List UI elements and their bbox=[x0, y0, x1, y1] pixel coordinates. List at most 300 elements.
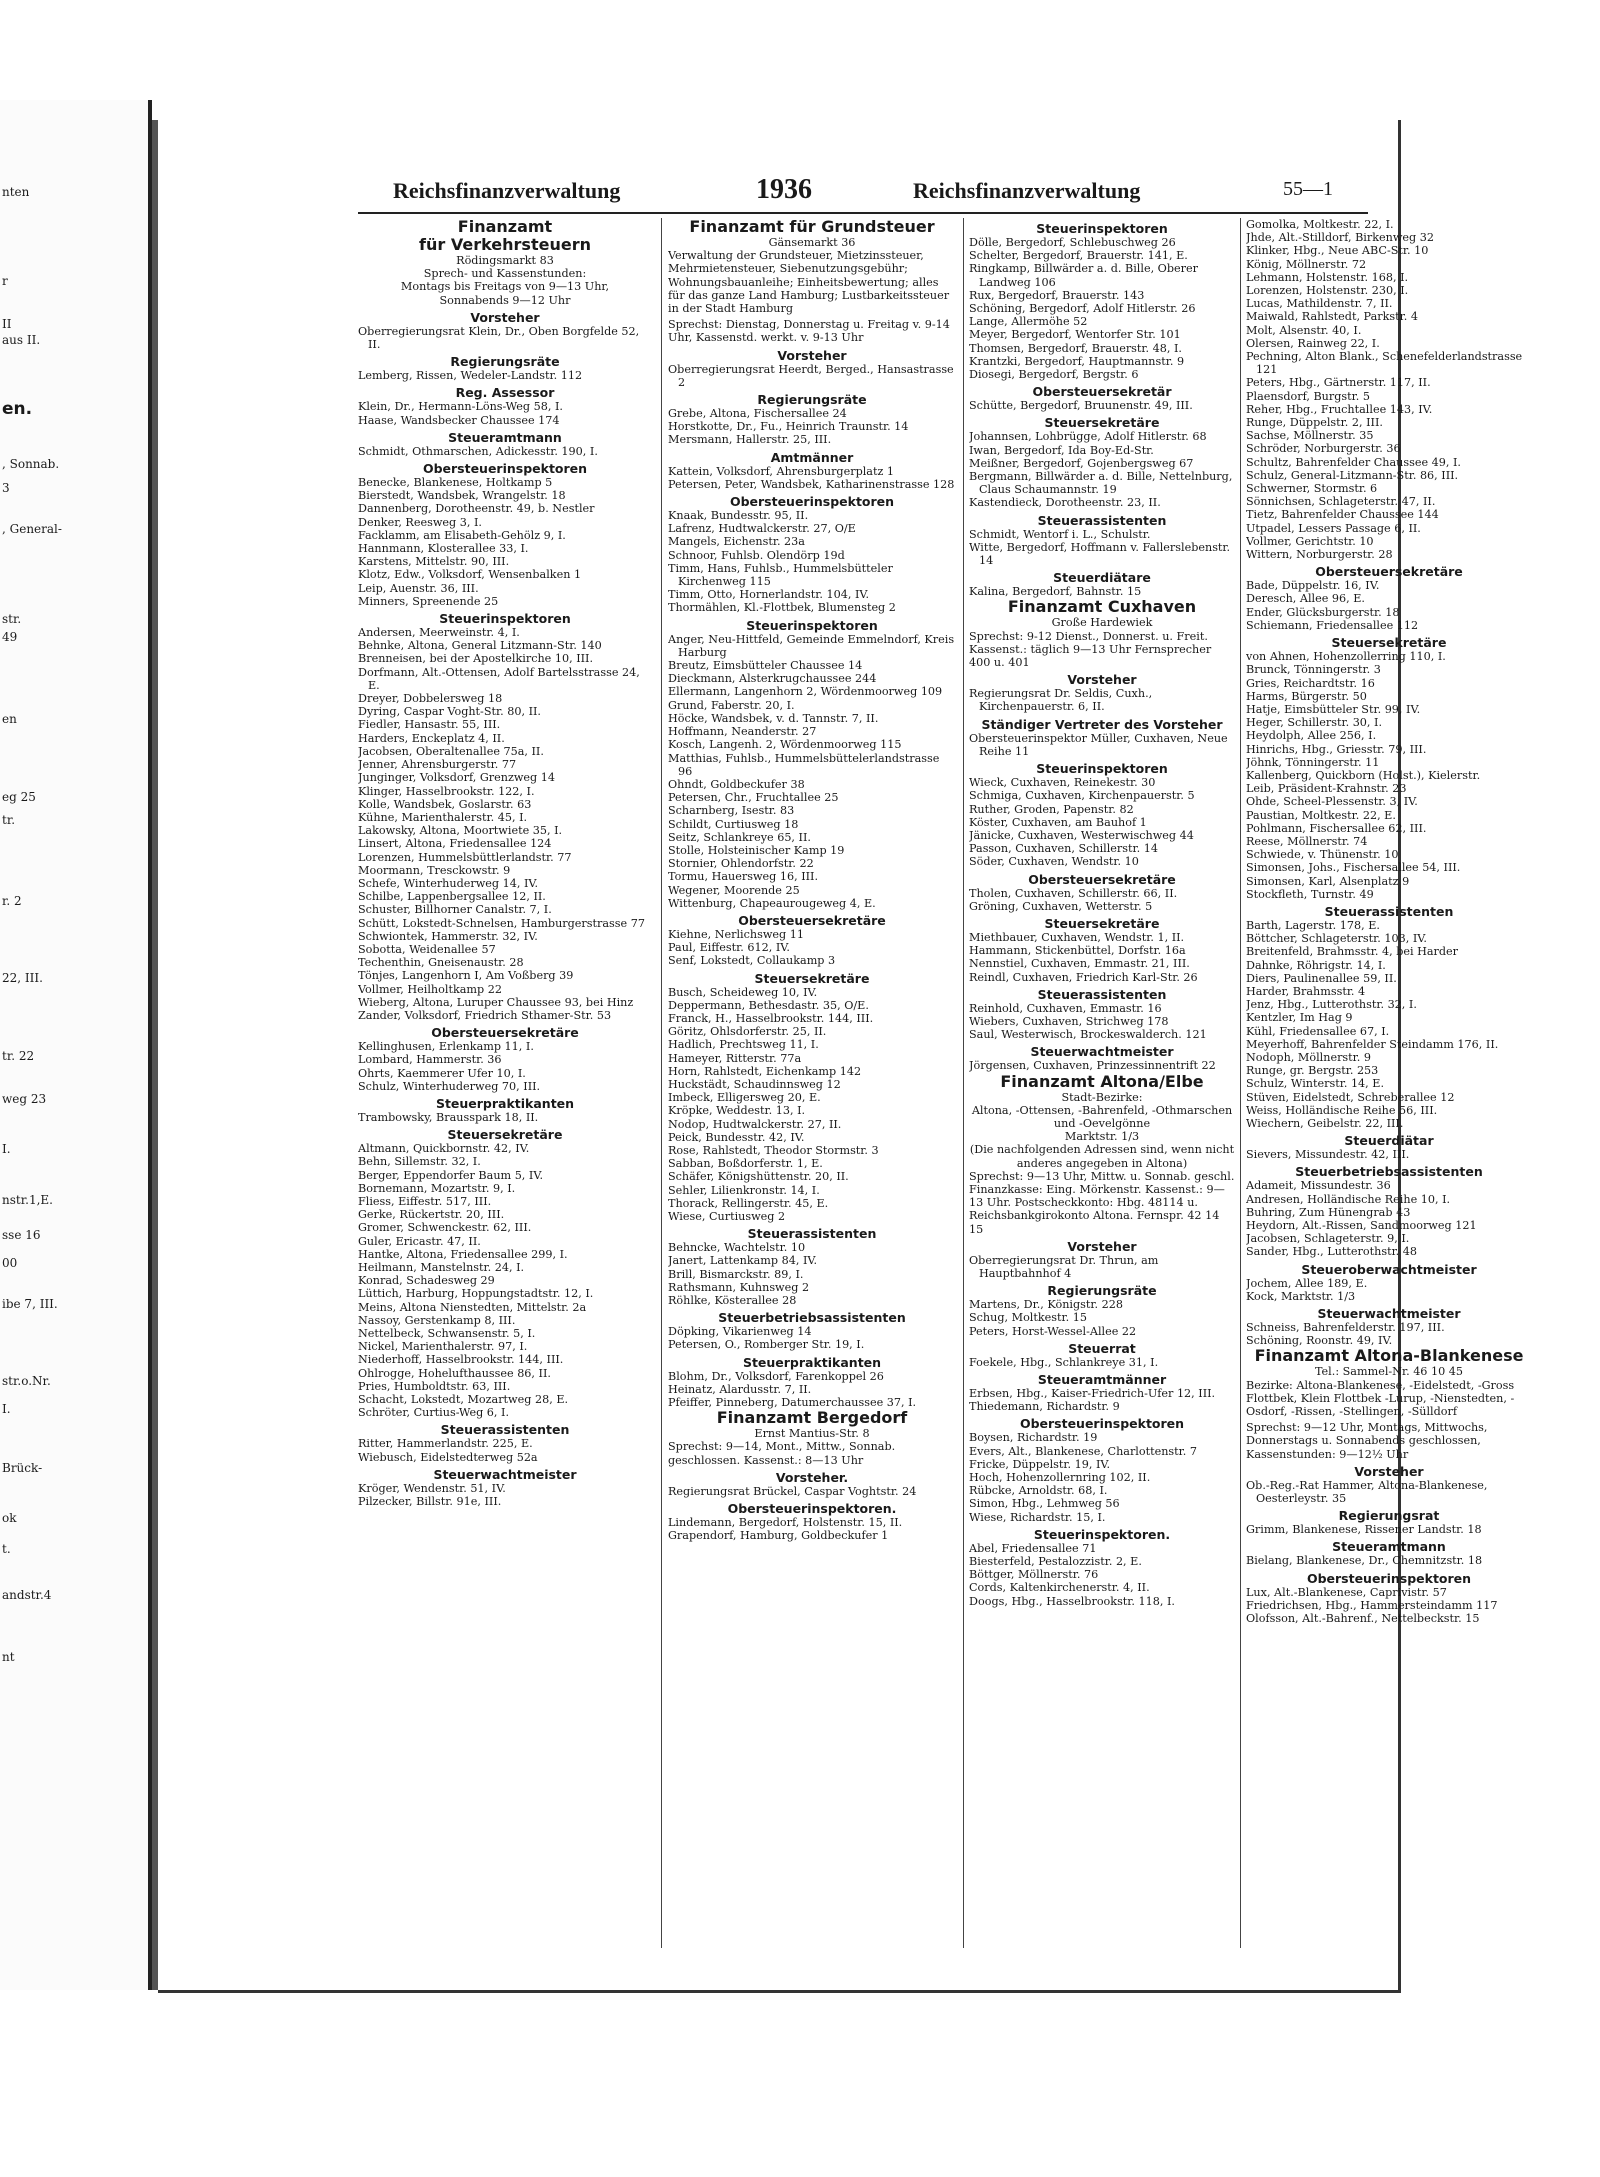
directory-entry: Wieberg, Altona, Luruper Chaussee 93, bei Hinz bbox=[358, 995, 634, 1009]
directory-entry: Petersen, Chr., Fruchtallee 25 bbox=[668, 791, 839, 805]
page-number: 55—1 bbox=[1283, 178, 1333, 200]
directory-entry: Lorenzen, Holstenstr. 230, I. bbox=[1246, 284, 1409, 298]
section-heading: Steuersekretäre bbox=[1044, 915, 1160, 931]
directory-entry: Schultz, Bahrenfelder Chaussee 49, I. bbox=[1246, 455, 1461, 469]
section-heading: Vorsteher bbox=[1067, 1238, 1137, 1254]
directory-entry: Nennstiel, Cuxhaven, Emmastr. 21, III. bbox=[969, 957, 1190, 971]
directory-entry: Böttcher, Schlageterstr. 103, IV. bbox=[1246, 932, 1427, 946]
directory-entry: Sönnichsen, Schlageterstr. 47, II. bbox=[1246, 495, 1436, 509]
section-heading: Regierungsräte bbox=[450, 354, 560, 370]
directory-entry: Denker, Reesweg 3, I. bbox=[358, 515, 482, 529]
directory-entry: Behnke, Altona, General Litzmann-Str. 140 bbox=[358, 639, 602, 653]
directory-entry: Seitz, Schlankreye 65, II. bbox=[668, 830, 811, 844]
directory-entry: Dorfmann, Alt.-Ottensen, Adolf Bartelsstrasse 24, E. bbox=[358, 665, 640, 692]
directory-entry: Ohndt, Goldbeckufer 38 bbox=[668, 777, 805, 791]
directory-entry: Lehmann, Holstenstr. 168, I. bbox=[1246, 270, 1409, 284]
directory-entry: Leib, Präsident-Krahnstr. 23 bbox=[1246, 782, 1407, 796]
directory-entry: Göritz, Ohlsdorferstr. 25, II. bbox=[668, 1025, 827, 1039]
prev-page-fragment: weg 23 bbox=[2, 1092, 47, 1106]
section-heading: Obersteuerinspektoren bbox=[1306, 1570, 1472, 1586]
directory-entry: Dreyer, Dobbelersweg 18 bbox=[358, 692, 503, 706]
prev-page-fragment: sse 16 bbox=[2, 1228, 41, 1243]
directory-entry: Hinrichs, Hbg., Griesstr. 79, III. bbox=[1246, 742, 1427, 756]
section-heading: Regierungsräte bbox=[757, 392, 867, 408]
directory-entry: Meyerhoff, Bahrenfelder Steindamm 176, II. bbox=[1246, 1037, 1499, 1051]
directory-entry: Nodoph, Möllnerstr. 9 bbox=[1246, 1050, 1372, 1064]
directory-entry: Lux, Alt.-Blankenese, Caprivistr. 57 bbox=[1246, 1585, 1447, 1599]
directory-entry: Heydorn, Alt.-Rissen, Sandmoorweg 121 bbox=[1246, 1219, 1477, 1233]
directory-entry: Lucas, Mathildenstr. 7, II. bbox=[1246, 297, 1393, 311]
directory-entry: Paul, Eiffestr. 612, IV. bbox=[668, 941, 790, 955]
directory-entry: Mersmann, Hallerstr. 25, III. bbox=[668, 433, 832, 447]
directory-entry: Thiedemann, Richardstr. 9 bbox=[969, 1400, 1120, 1414]
office-heading: Finanzamt für Grundsteuer bbox=[689, 218, 935, 236]
directory-entry: Söder, Cuxhaven, Wendstr. 10 bbox=[969, 855, 1139, 869]
paragraph: Sprechst: 9—13 Uhr, Mittw. u. Sonnab. geschl. Finanzkasse: Eing. Mörkenstr. Kassenst.: 9—13 Uhr. Postscheckkonto: Hbg. 48114 u. Reichsbankgirokonto Altona. Fernspr. 42 14 15 bbox=[969, 1169, 1235, 1236]
directory-entry: Böttger, Möllnerstr. 76 bbox=[969, 1568, 1099, 1582]
directory-entry: Rübcke, Arnoldstr. 68, I. bbox=[969, 1484, 1108, 1498]
directory-entry: Bornemann, Mozartstr. 9, I. bbox=[358, 1181, 516, 1195]
directory-entry: Regierungsrat Brückel, Caspar Voghtstr. 24 bbox=[668, 1484, 917, 1498]
directory-entry: Pohlmann, Fischersallee 62, III. bbox=[1246, 821, 1427, 835]
directory-entry: Brill, Bismarckstr. 89, I. bbox=[668, 1267, 804, 1281]
directory-entry: Schmiga, Cuxhaven, Kirchenpauerstr. 5 bbox=[969, 789, 1195, 803]
section-heading: Steuerinspektoren bbox=[1036, 761, 1168, 777]
directory-entry: Pries, Humboldtstr. 63, III. bbox=[358, 1379, 511, 1393]
directory-entry: Horstkotte, Dr., Fu., Heinrich Traunstr. 14 bbox=[668, 420, 909, 434]
office-heading: Finanzamt Bergedorf bbox=[716, 1408, 908, 1428]
directory-entry: Kallenberg, Quickborn (Holst.), Kielerstr. bbox=[1246, 768, 1481, 782]
directory-entry: Oberregierungsrat Klein, Dr., Oben Borgfelde 52, II. bbox=[358, 324, 640, 352]
section-heading: Steuerwachtmeister bbox=[1317, 1306, 1461, 1322]
directory-entry: Peters, Horst-Wessel-Allee 22 bbox=[969, 1324, 1137, 1338]
directory-entry: Fliess, Eiffestr. 517, III. bbox=[358, 1194, 492, 1208]
directory-entry: Tormu, Hauersweg 16, III. bbox=[668, 870, 819, 884]
directory-entry: Schwiontek, Hammerstr. 32, IV. bbox=[358, 929, 538, 943]
directory-entry: Reese, Möllnerstr. 74 bbox=[1246, 834, 1368, 848]
directory-entry: Vollmer, Heilholtkamp 22 bbox=[358, 982, 502, 996]
directory-entry: Schneiss, Bahrenfelderstr. 197, III. bbox=[1246, 1321, 1445, 1335]
directory-entry: Senf, Lokstedt, Collaukamp 3 bbox=[668, 954, 836, 968]
directory-entry: von Ahnen, Hohenzollerring 110, I. bbox=[1246, 650, 1446, 664]
directory-entry: Sabban, Boßdorferstr. 1, E. bbox=[668, 1157, 823, 1171]
directory-entry: Meins, Altona Nienstedten, Mittelstr. 2a bbox=[358, 1300, 587, 1314]
centered-line: Sprech- und Kassenstunden: bbox=[423, 267, 587, 281]
directory-entry: Martens, Dr., Königstr. 228 bbox=[969, 1298, 1123, 1312]
year-label: 1936 bbox=[756, 174, 812, 205]
prev-page-fragment: str.o.Nr. bbox=[2, 1374, 51, 1389]
directory-entry: Blohm, Dr., Volksdorf, Farenkoppel 26 bbox=[668, 1369, 884, 1383]
section-heading: Obersteuerinspektoren bbox=[1019, 1416, 1185, 1432]
directory-entry: Bade, Düppelstr. 16, IV. bbox=[1246, 579, 1380, 593]
directory-entry: Petersen, Peter, Wandsbek, Katharinenstrasse 128 bbox=[668, 477, 955, 491]
directory-entry: Benecke, Blankenese, Holtkamp 5 bbox=[358, 476, 553, 490]
directory-entry: Tönjes, Langenhorn I, Am Voßberg 39 bbox=[358, 969, 574, 983]
directory-entry: Biesterfeld, Pestalozzistr. 2, E. bbox=[969, 1555, 1142, 1569]
directory-entry: Thomsen, Bergedorf, Brauerstr. 48, I. bbox=[969, 341, 1182, 355]
directory-entry: Knaak, Bundesstr. 95, II. bbox=[668, 509, 809, 523]
office-heading: Finanzamt Altona-Blankenese bbox=[1254, 1346, 1524, 1366]
directory-entry: Lombard, Hammerstr. 36 bbox=[358, 1053, 502, 1067]
directory-entry: Jänicke, Cuxhaven, Westerwischweg 44 bbox=[969, 828, 1194, 842]
directory-entry: Schwerner, Stormstr. 6 bbox=[1246, 482, 1378, 496]
directory-entry: Lindemann, Bergedorf, Holstenstr. 15, II. bbox=[668, 1516, 903, 1530]
section-heading: Ständiger Vertreter des Vorsteher bbox=[981, 716, 1223, 732]
directory-entry: Olersen, Rainweg 22, I. bbox=[1246, 336, 1380, 350]
directory-entry: Simonsen, Johs., Fischersallee 54, III. bbox=[1246, 861, 1461, 875]
directory-entry: Gomolka, Moltkestr. 22, I. bbox=[1246, 218, 1394, 231]
directory-entry: Johannsen, Lohbrügge, Adolf Hitlerstr. 68 bbox=[969, 430, 1207, 444]
page-header bbox=[158, 120, 1398, 212]
directory-entry: Passon, Cuxhaven, Schillerstr. 14 bbox=[969, 842, 1158, 856]
prev-page-fragment: nt bbox=[2, 1650, 15, 1664]
directory-entry: Moormann, Tresckowstr. 9 bbox=[358, 863, 511, 877]
directory-entry: Altmann, Quickbornstr. 42, IV. bbox=[358, 1142, 530, 1156]
directory-entry: Petersen, O., Romberger Str. 19, I. bbox=[668, 1338, 865, 1352]
directory-entry: Weiss, Holländische Reihe 56, III. bbox=[1246, 1103, 1438, 1117]
directory-entry: Hannmann, Klosterallee 33, I. bbox=[358, 542, 529, 556]
prev-page-fragment: I. bbox=[2, 1402, 11, 1416]
directory-entry: Deresch, Allee 96, E. bbox=[1246, 592, 1365, 606]
directory-entry: Ellermann, Langenhorn 2, Wördenmoorweg 109 bbox=[668, 685, 943, 699]
column-4 bbox=[1246, 218, 1532, 1948]
directory-entry: Techenthin, Gneisenaustr. 28 bbox=[358, 956, 524, 970]
directory-entry: Schöning, Roonstr. 49, IV. bbox=[1246, 1334, 1393, 1348]
directory-entry: Minners, Spreenende 25 bbox=[358, 594, 499, 608]
section-heading: Steuerassistenten bbox=[1037, 986, 1167, 1002]
section-heading: Obersteuersekretäre bbox=[431, 1025, 579, 1041]
directory-entry: Schiemann, Friedensallee 112 bbox=[1246, 618, 1419, 632]
directory-entry: Adameit, Missundestr. 36 bbox=[1246, 1179, 1391, 1193]
directory-entry: Schelter, Bergedorf, Brauerstr. 141, E. bbox=[969, 249, 1188, 263]
directory-entry: Höcke, Wandsbek, v. d. Tannstr. 7, II. bbox=[668, 711, 879, 725]
directory-entry: Sehler, Lilienkronstr. 14, I. bbox=[668, 1183, 820, 1197]
directory-entry: Lüttich, Harburg, Hoppungstadtstr. 12, I. bbox=[358, 1287, 594, 1301]
prev-page-fragment: eg 25 bbox=[2, 789, 36, 804]
directory-entry: Reinhold, Cuxhaven, Emmastr. 16 bbox=[969, 1001, 1162, 1015]
prev-page-fragment: r. 2 bbox=[2, 893, 22, 908]
directory-entry: Mangels, Eichenstr. 23a bbox=[668, 535, 805, 549]
section-heading: Vorsteher bbox=[470, 309, 540, 325]
directory-entry: Ringkamp, Billwärder a. d. Bille, Oberer Landweg 106 bbox=[969, 262, 1198, 289]
directory-entry: Kühl, Friedensallee 67, I. bbox=[1246, 1024, 1390, 1038]
directory-entry: Saul, Westerwisch, Brockeswalderch. 121 bbox=[969, 1028, 1207, 1042]
directory-entry: Wiese, Richardstr. 15, I. bbox=[969, 1510, 1106, 1524]
paragraph: Verwaltung der Grundsteuer, Mietzinssteuer, Mehrmietensteuer, Siebenutzungsgebühr; Wohnungsbauanleihe; Einheitsbewertung; alles für das ganze Land Hamburg; Lustbarkeitssteuer in der Stadt Hamburg bbox=[668, 249, 950, 316]
directory-entry: Gries, Reichardtstr. 16 bbox=[1246, 676, 1375, 690]
directory-entry: Schwiede, v. Thünenstr. 10 bbox=[1246, 848, 1399, 862]
prev-page-fragment: en bbox=[2, 712, 17, 727]
directory-entry: Gromer, Schwenckestr. 62, III. bbox=[358, 1221, 532, 1235]
office-heading: für Verkehrsteuern bbox=[419, 235, 591, 254]
prev-page-fragment: , General- bbox=[2, 521, 62, 536]
directory-entry: Reindl, Cuxhaven, Friedrich Karl-Str. 26 bbox=[969, 970, 1198, 984]
directory-entry: Reher, Hbg., Fruchtallee 143, IV. bbox=[1246, 402, 1433, 416]
directory-entry: Abel, Friedensallee 71 bbox=[969, 1541, 1097, 1555]
directory-entry: Vollmer, Gerichtstr. 10 bbox=[1246, 534, 1374, 548]
directory-entry: Sander, Hbg., Lutterothstr. 48 bbox=[1246, 1245, 1418, 1259]
directory-entry: Thorack, Rellingerstr. 45, E. bbox=[668, 1196, 829, 1210]
directory-entry: Kröpke, Weddestr. 13, I. bbox=[668, 1104, 806, 1118]
prev-page-fragment: ok bbox=[2, 1510, 17, 1525]
directory-entry: Heinatz, Alardusstr. 7, II. bbox=[668, 1382, 812, 1396]
directory-entry: Paustian, Moltkestr. 22, E. bbox=[1246, 808, 1396, 822]
prev-page-fragment: 00 bbox=[2, 1256, 18, 1271]
section-heading: Vorsteher bbox=[1067, 672, 1137, 688]
directory-entry: Diers, Paulinenallee 59, II. bbox=[1246, 971, 1397, 985]
directory-entry: Karstens, Mittelstr. 90, III. bbox=[358, 555, 510, 569]
directory-entry: Regierungsrat Dr. Seldis, Cuxh., Kirchenpauerstr. 6, II. bbox=[969, 687, 1153, 714]
section-heading: Steuersekretäre bbox=[447, 1127, 563, 1143]
directory-entry: Kellinghusen, Erlenkamp 11, I. bbox=[358, 1040, 534, 1054]
directory-entry: Gröning, Cuxhaven, Wetterstr. 5 bbox=[969, 899, 1153, 913]
directory-entry: Fricke, Düppelstr. 19, IV. bbox=[969, 1457, 1111, 1471]
directory-entry: Runge, Düppelstr. 2, III. bbox=[1246, 416, 1383, 430]
section-heading: Regierungsrat bbox=[1338, 1508, 1440, 1524]
directory-entry: Jochem, Allee 189, E. bbox=[1246, 1276, 1368, 1290]
office-heading: Finanzamt bbox=[457, 218, 553, 236]
directory-entry: Kröger, Wendenstr. 51, IV. bbox=[358, 1481, 506, 1495]
paragraph: Sprechst: 9—12 Uhr, Montags, Mittwochs, Donnerstags u. Sonnabends geschlossen, Kassenstunden: 9—12½ Uhr bbox=[1246, 1421, 1488, 1461]
centered-line: Große Hardewiek bbox=[1051, 616, 1153, 630]
directory-entry: Scharnberg, Isestr. 83 bbox=[668, 804, 795, 818]
section-heading: Steuersekretäre bbox=[1331, 635, 1447, 651]
prev-page-fragment: 3 bbox=[2, 481, 10, 496]
directory-entry: Jacobsen, Schlageterstr. 9, I. bbox=[1246, 1232, 1410, 1246]
column-divider bbox=[1240, 218, 1241, 1948]
section-heading: Steuerinspektoren. bbox=[1033, 1526, 1171, 1542]
directory-entry: Schulz, Winterhuderweg 70, III. bbox=[358, 1079, 541, 1093]
section-heading: Steuerassistenten bbox=[1037, 512, 1167, 528]
directory-entry: Ender, Glücksburgerstr. 18 bbox=[1246, 605, 1400, 619]
directory-entry: Lafrenz, Hudtwalckerstr. 27, O/E bbox=[668, 522, 856, 536]
directory-entry: Dölle, Bergedorf, Schlebuschweg 26 bbox=[969, 236, 1176, 249]
section-heading: Vorsteher. bbox=[775, 1469, 849, 1485]
directory-entry: Köster, Cuxhaven, am Bauhof 1 bbox=[969, 815, 1147, 829]
directory-entry: Gerke, Rückertstr. 20, III. bbox=[358, 1208, 505, 1222]
prev-page-fragment: nstr.1,E. bbox=[2, 1192, 53, 1207]
directory-entry: Kühne, Marienthalerstr. 45, I. bbox=[358, 810, 528, 824]
directory-entry: Oberregierungsrat Dr. Thrun, am Hauptbahnhof 4 bbox=[969, 1253, 1159, 1280]
prev-page-fragment: Brück- bbox=[2, 1460, 43, 1475]
prev-page-fragment: tr. 22 bbox=[2, 1048, 35, 1063]
directory-entry: Jenner, Ahrensburgerstr. 77 bbox=[358, 758, 517, 772]
directory-entry: Leip, Auenstr. 36, III. bbox=[358, 581, 479, 595]
section-heading: Steuersekretäre bbox=[754, 970, 870, 986]
directory-entry: Plaensdorf, Burgstr. 5 bbox=[1246, 389, 1370, 403]
directory-entry: Breitenfeld, Brahmsstr. 4, bei Harder bbox=[1246, 945, 1459, 959]
directory-entry: Horn, Rahlstedt, Eichenkamp 142 bbox=[668, 1064, 862, 1078]
directory-entry: Berger, Eppendorfer Baum 5, IV. bbox=[358, 1168, 544, 1182]
column-3 bbox=[969, 218, 1235, 1948]
paragraph: Sprechst: 9—14, Mont., Mittw., Sonnab. geschlossen. Kassenst.: 8—13 Uhr bbox=[668, 1440, 896, 1467]
directory-entry: Kiehne, Nerlichsweg 11 bbox=[668, 927, 804, 941]
section-heading: Obersteuerinspektoren bbox=[729, 494, 895, 510]
directory-entry: Runge, gr. Bergstr. 253 bbox=[1246, 1064, 1379, 1078]
directory-entry: Nettelbeck, Schwansenstr. 5, I. bbox=[358, 1327, 536, 1341]
directory-entry: Wiechern, Geibelstr. 22, III. bbox=[1246, 1117, 1404, 1130]
directory-entry: Tholen, Cuxhaven, Schillerstr. 66, II. bbox=[969, 886, 1178, 900]
directory-entry: Erbsen, Hbg., Kaiser-Friedrich-Ufer 12, III. bbox=[969, 1387, 1216, 1400]
section-heading: Steuerinspektoren bbox=[1036, 221, 1168, 236]
directory-entry: Krantzki, Bergedorf, Hauptmannstr. 9 bbox=[969, 354, 1185, 368]
directory-entry: Kock, Marktstr. 1/3 bbox=[1246, 1289, 1356, 1303]
document-page bbox=[158, 120, 1524, 1993]
directory-entry: Stolle, Holsteinischer Kamp 19 bbox=[668, 843, 845, 857]
directory-entry: Jenz, Hbg., Lutterothstr. 32, I. bbox=[1246, 998, 1417, 1012]
directory-entry: Konrad, Schadesweg 29 bbox=[358, 1274, 495, 1288]
directory-entry: Dieckmann, Alsterkrugchaussee 244 bbox=[668, 672, 877, 686]
section-heading: Steueramtmann bbox=[1332, 1539, 1446, 1555]
directory-entry: Rose, Rahlstedt, Theodor Stormstr. 3 bbox=[668, 1143, 879, 1157]
directory-entry: Klein, Dr., Hermann-Löns-Weg 58, I. bbox=[358, 400, 563, 414]
section-heading: Obersteuersekretäre bbox=[1315, 564, 1463, 580]
directory-entry: Bierstedt, Wandsbek, Wrangelstr. 18 bbox=[358, 489, 566, 503]
prev-page-fragment: andstr.4 bbox=[2, 1588, 52, 1602]
directory-entry: Grund, Faberstr. 20, I. bbox=[668, 698, 795, 712]
directory-entry: Wiebers, Cuxhaven, Strichweg 178 bbox=[969, 1014, 1169, 1028]
directory-entry: Ohde, Scheel-Plessenstr. 3, IV. bbox=[1246, 795, 1418, 809]
directory-entry: Behncke, Wachtelstr. 10 bbox=[668, 1241, 806, 1255]
directory-entry: Wegener, Moorende 25 bbox=[668, 883, 800, 897]
centered-line: Tel.: Sammel-Nr. 46 10 45 bbox=[1314, 1365, 1464, 1379]
section-heading: Steuersekretäre bbox=[1044, 415, 1160, 431]
directory-entry: Kosch, Langenh. 2, Wördenmoorweg 115 bbox=[668, 738, 902, 752]
directory-entry: Thormählen, Kl.-Flottbek, Blumensteg 2 bbox=[668, 601, 896, 615]
directory-entry: Heger, Schillerstr. 30, I. bbox=[1246, 716, 1383, 730]
prev-page-fragment: tr. bbox=[2, 813, 16, 827]
directory-entry: Lemberg, Rissen, Wedeler-Landstr. 112 bbox=[358, 369, 583, 383]
centered-line: (Die nachfolgenden Adressen sind, wenn nicht anderes angegeben in Altona) bbox=[969, 1143, 1235, 1170]
directory-entry: Junginger, Volksdorf, Grenzweg 14 bbox=[358, 771, 555, 785]
directory-entry: Simon, Hbg., Lehmweg 56 bbox=[969, 1497, 1120, 1511]
centered-line: Altona, -Ottensen, -Bahrenfeld, -Othmarschen und -Oevelgönne bbox=[971, 1103, 1233, 1130]
directory-entry: Nassoy, Gerstenkamp 8, III. bbox=[358, 1313, 516, 1327]
directory-entry: Linsert, Altona, Friedensallee 124 bbox=[358, 837, 552, 851]
directory-entry: Schäfer, Königshüttenstr. 20, II. bbox=[668, 1170, 849, 1184]
section-heading: Obersteuersekretär bbox=[1032, 384, 1172, 400]
running-head-right: Reichsfinanzverwaltung bbox=[913, 178, 1141, 203]
prev-page-fragment: II bbox=[2, 317, 12, 331]
directory-entry: Hantke, Altona, Friedensallee 299, I. bbox=[358, 1247, 568, 1261]
directory-entry: Olofsson, Alt.-Bahrenf., Nettelbeckstr. 15 bbox=[1246, 1612, 1480, 1626]
header-rule bbox=[358, 212, 1368, 214]
directory-entry: Rux, Bergedorf, Brauerstr. 143 bbox=[969, 288, 1145, 302]
directory-entry: Boysen, Richardstr. 19 bbox=[969, 1431, 1098, 1445]
prev-page-fragment: t. bbox=[2, 1541, 11, 1556]
directory-entry: Matthias, Fuhlsb., Hummelsbüttelerlandstrasse 96 bbox=[668, 751, 940, 778]
directory-entry: Schöning, Bergedorf, Adolf Hitlerstr. 26 bbox=[969, 302, 1196, 316]
directory-entry: Kastendieck, Dorotheenstr. 23, II. bbox=[969, 496, 1161, 510]
directory-entry: Schefe, Winterhuderweg 14, IV. bbox=[358, 876, 539, 890]
paragraph: Sprechst: 9-12 Dienst., Donnerst. u. Freit. Kassenst.: täglich 9—13 Uhr Fernsprecher 400 u. 401 bbox=[969, 629, 1212, 670]
directory-entry: Evers, Alt., Blankenese, Charlottenstr. 7 bbox=[969, 1444, 1198, 1458]
prev-page-fragment: nten bbox=[2, 185, 30, 200]
directory-entry: Jöhnk, Tönningerstr. 11 bbox=[1246, 755, 1380, 769]
prev-page-fragment: , Sonnab. bbox=[2, 456, 60, 471]
directory-entry: Heydolph, Allee 256, I. bbox=[1246, 729, 1377, 743]
directory-entry: Zander, Volksdorf, Friedrich Sthamer-Str. 53 bbox=[358, 1008, 612, 1022]
directory-entry: Röhlke, Kösterallee 28 bbox=[668, 1294, 797, 1308]
directory-entry: König, Möllnerstr. 72 bbox=[1246, 257, 1367, 271]
directory-entry: Huckstädt, Schaudinnsweg 12 bbox=[668, 1077, 841, 1091]
directory-entry: Kentzler, Im Hag 9 bbox=[1246, 1011, 1353, 1025]
centered-line: Marktstr. 1/3 bbox=[1064, 1130, 1140, 1144]
directory-entry: Grebe, Altona, Fischersallee 24 bbox=[668, 407, 847, 421]
directory-entry: Diosegi, Bergedorf, Bergstr. 6 bbox=[969, 368, 1139, 382]
directory-entry: Bergmann, Billwärder a. d. Bille, Nettelnburg, Claus Schaumannstr. 19 bbox=[969, 470, 1233, 497]
directory-entry: Hammann, Stickenbüttel, Dorfstr. 16a bbox=[969, 944, 1186, 958]
prev-page-fragment: en. bbox=[2, 399, 33, 420]
section-heading: Steuerwachtmeister bbox=[1030, 1044, 1174, 1060]
section-heading: Steuerinspektoren bbox=[746, 617, 878, 633]
directory-entry: Schulz, General-Litzmann-Str. 86, III. bbox=[1246, 468, 1459, 482]
centered-line: Stadt-Bezirke: bbox=[1061, 1090, 1143, 1104]
directory-entry: Sievers, Missundestr. 42, III. bbox=[1246, 1148, 1410, 1162]
directory-entry: Miethbauer, Cuxhaven, Wendstr. 1, II. bbox=[969, 930, 1185, 944]
section-heading: Steuerbetriebsassistenten bbox=[718, 1310, 906, 1326]
centered-line: Rödingsmarkt 83 bbox=[456, 254, 554, 267]
prev-page-fragment: str. bbox=[2, 611, 22, 626]
directory-entry: Cords, Kaltenkirchenerstr. 4, II. bbox=[969, 1581, 1150, 1595]
section-heading: Vorsteher bbox=[777, 347, 847, 363]
centered-line: Sonnabends 9—12 Uhr bbox=[439, 293, 571, 307]
directory-entry: Andersen, Meerweinstr. 4, I. bbox=[358, 626, 520, 640]
section-heading: Steuerbetriebsassistenten bbox=[1295, 1164, 1483, 1180]
column-divider bbox=[661, 218, 662, 1948]
directory-entry: Grimm, Blankenese, Rissener Landstr. 18 bbox=[1246, 1523, 1482, 1537]
directory-entry: Tietz, Bahrenfelder Chaussee 144 bbox=[1246, 508, 1439, 522]
section-heading: Steueramtmänner bbox=[1037, 1372, 1167, 1387]
directory-entry: Klinker, Hbg., Neue ABC-Str. 10 bbox=[1246, 244, 1429, 258]
directory-entry: Doogs, Hbg., Hasselbrookstr. 118, I. bbox=[969, 1594, 1175, 1608]
section-heading: Steuerpraktikanten bbox=[742, 1354, 882, 1370]
paragraph: Bezirke: Altona-Blankenese, -Eidelstedt, -Gross Flottbek, Klein Flottbek -Lurup, -Nienstedten, -Osdorf, -Rissen, -Stellingen, -Sülldorf bbox=[1246, 1378, 1515, 1419]
directory-entry: Schröter, Curtius-Weg 6, I. bbox=[358, 1406, 509, 1420]
directory-entry: Schnoor, Fuhlsb. Olendörp 19d bbox=[668, 548, 845, 562]
directory-entry: Wieck, Cuxhaven, Reinekestr. 30 bbox=[969, 776, 1156, 790]
directory-entry: Grapendorf, Hamburg, Goldbeckufer 1 bbox=[668, 1529, 889, 1543]
directory-entry: Behn, Sillemstr. 32, I. bbox=[358, 1155, 481, 1169]
directory-entry: Peters, Hbg., Gärtnerstr. 117, II. bbox=[1246, 376, 1431, 390]
centered-line: Ernst Mantius-Str. 8 bbox=[754, 1427, 870, 1441]
directory-entry: Janert, Lattenkamp 84, IV. bbox=[668, 1254, 818, 1268]
directory-entry: Hatje, Eimsbütteler Str. 99, IV. bbox=[1246, 702, 1421, 716]
directory-entry: Lakowsky, Altona, Moortwiete 35, I. bbox=[358, 824, 563, 838]
directory-entry: Schuster, Billhorner Canalstr. 7, I. bbox=[358, 903, 552, 917]
directory-entry: Foekele, Hbg., Schlankreye 31, I. bbox=[969, 1355, 1159, 1369]
prev-page-fragment: I. bbox=[2, 1141, 11, 1156]
directory-entry: Brunck, Tönningerstr. 3 bbox=[1246, 663, 1381, 677]
directory-entry: Schmidt, Othmarschen, Adickesstr. 190, I. bbox=[358, 444, 598, 458]
directory-entry: Haase, Wandsbecker Chaussee 174 bbox=[358, 413, 560, 427]
directory-entry: Schröder, Norburgerstr. 36 bbox=[1246, 442, 1401, 456]
directory-entry: Busch, Scheideweg 10, IV. bbox=[668, 985, 818, 999]
prev-page-fragment: r bbox=[2, 273, 8, 288]
directory-entry: Wittern, Norburgerstr. 28 bbox=[1246, 548, 1393, 562]
directory-entry: Bielang, Blankenese, Dr., Chemnitzstr. 18 bbox=[1246, 1554, 1483, 1568]
directory-entry: Andresen, Holländische Reihe 10, I. bbox=[1246, 1192, 1451, 1206]
directory-entry: Schacht, Lokstedt, Mozartweg 28, E. bbox=[358, 1393, 569, 1407]
directory-entry: Wittenburg, Chapeaurougeweg 4, E. bbox=[668, 896, 876, 910]
directory-entry: Pechning, Alton Blank., Schenefelderlandstrasse 121 bbox=[1246, 350, 1523, 377]
section-heading: Regierungsräte bbox=[1047, 1283, 1157, 1299]
section-heading: Vorsteher bbox=[1354, 1463, 1424, 1479]
section-heading: Obersteuersekretäre bbox=[738, 912, 886, 928]
section-heading: Steuerpraktikanten bbox=[435, 1095, 575, 1111]
directory-entry: Schulz, Winterstr. 14, E. bbox=[1246, 1077, 1385, 1091]
running-head-left: Reichsfinanzverwaltung bbox=[393, 178, 621, 203]
